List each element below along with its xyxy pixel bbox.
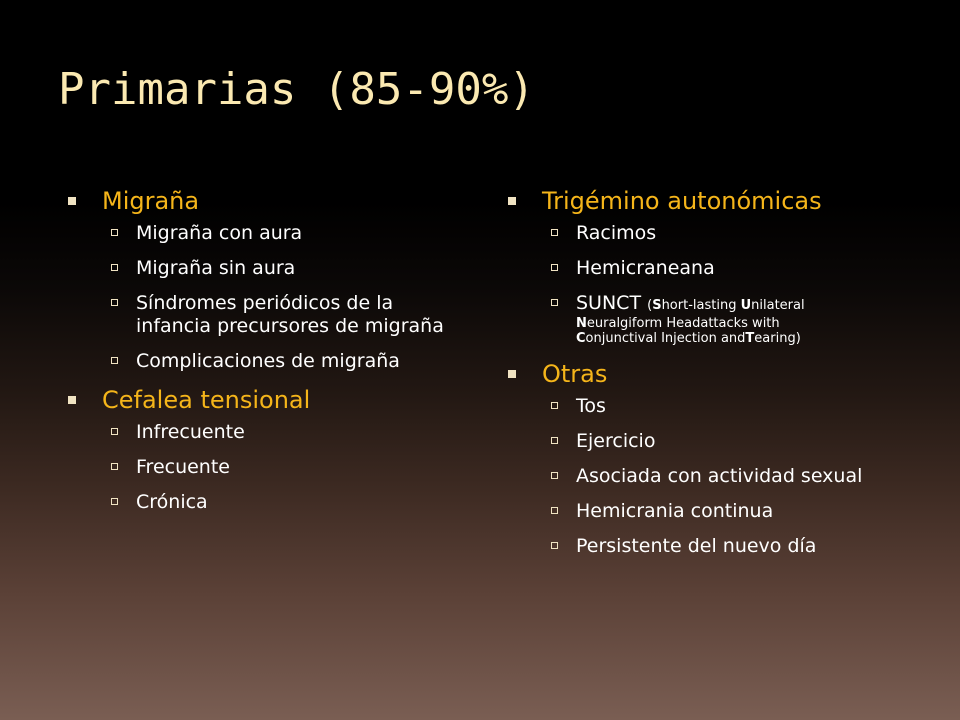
list-item bbox=[506, 257, 906, 280]
heading-cefalea-tensional bbox=[66, 385, 466, 415]
list-item-label: Hemicraneana bbox=[576, 257, 715, 279]
hollow-square-bullet-icon bbox=[551, 299, 558, 306]
list-item bbox=[66, 350, 466, 373]
group-otras bbox=[506, 359, 906, 558]
left-column bbox=[66, 186, 466, 526]
hollow-square-bullet-icon bbox=[551, 264, 558, 271]
list-item bbox=[506, 465, 906, 488]
right-column bbox=[506, 186, 906, 570]
list-item-label: Complicaciones de migraña bbox=[136, 350, 400, 372]
list-item-label: Frecuente bbox=[136, 456, 230, 478]
heading-trigemino-autonomicas bbox=[506, 186, 906, 216]
heading-migrana bbox=[66, 186, 466, 216]
heading-otras bbox=[506, 359, 906, 389]
list-item-label: Migraña con aura bbox=[136, 222, 303, 244]
list-item-label: Asociada con actividad sexual bbox=[576, 465, 863, 487]
list-item-label: Migraña sin aura bbox=[136, 257, 296, 279]
heading-label: Cefalea tensional bbox=[102, 386, 311, 414]
list-item bbox=[66, 421, 466, 444]
sunct-expansion-line1: (Short-lasting Unilateral bbox=[647, 298, 805, 313]
hollow-square-bullet-icon bbox=[551, 229, 558, 236]
list-item bbox=[66, 456, 466, 479]
heading-label: Trigémino autonómicas bbox=[542, 187, 822, 215]
list-item-label: Crónica bbox=[136, 491, 208, 513]
list-item bbox=[506, 430, 906, 453]
hollow-square-bullet-icon bbox=[111, 428, 118, 435]
trigemino-list bbox=[506, 222, 906, 347]
list-item-label: Infrecuente bbox=[136, 421, 245, 443]
hollow-square-bullet-icon bbox=[111, 498, 118, 505]
group-cefalea-tensional bbox=[66, 385, 466, 514]
list-item bbox=[506, 222, 906, 245]
list-item bbox=[66, 491, 466, 514]
sunct-expansion-line3: Conjunctival Injection andTearing) bbox=[576, 331, 801, 346]
list-item bbox=[506, 500, 906, 523]
list-item-label: Hemicrania continua bbox=[576, 500, 774, 522]
list-item-label: Tos bbox=[576, 395, 606, 417]
migrana-list bbox=[66, 222, 466, 373]
list-item-sunct bbox=[506, 292, 906, 347]
hollow-square-bullet-icon bbox=[551, 542, 558, 549]
sunct-expansion-line2: Neuralgiform Headattacks with bbox=[576, 316, 780, 331]
hollow-square-bullet-icon bbox=[111, 299, 118, 306]
otras-list bbox=[506, 395, 906, 558]
cefalea-tensional-list bbox=[66, 421, 466, 514]
square-bullet-icon bbox=[68, 197, 76, 205]
group-migrana bbox=[66, 186, 466, 373]
list-item-label: Persistente del nuevo día bbox=[576, 535, 817, 557]
square-bullet-icon bbox=[68, 396, 76, 404]
hollow-square-bullet-icon bbox=[111, 463, 118, 470]
group-trigemino-autonomicas bbox=[506, 186, 906, 347]
square-bullet-icon bbox=[508, 370, 516, 378]
list-item bbox=[66, 257, 466, 280]
square-bullet-icon bbox=[508, 197, 516, 205]
list-item bbox=[506, 395, 906, 418]
sunct-label: SUNCT bbox=[576, 292, 642, 314]
list-item-label: Ejercicio bbox=[576, 430, 656, 452]
list-item-label: Síndromes periódicos de la infancia precursores de migraña bbox=[136, 292, 444, 337]
list-item-label: Racimos bbox=[576, 222, 657, 244]
hollow-square-bullet-icon bbox=[111, 229, 118, 236]
heading-label: Migraña bbox=[102, 187, 200, 215]
hollow-square-bullet-icon bbox=[551, 402, 558, 409]
list-item bbox=[66, 222, 466, 245]
hollow-square-bullet-icon bbox=[551, 472, 558, 479]
slide-title: Primarias (85-90%) bbox=[58, 64, 535, 115]
list-item bbox=[66, 292, 466, 338]
hollow-square-bullet-icon bbox=[111, 264, 118, 271]
hollow-square-bullet-icon bbox=[551, 507, 558, 514]
hollow-square-bullet-icon bbox=[111, 357, 118, 364]
list-item bbox=[506, 535, 906, 558]
hollow-square-bullet-icon bbox=[551, 437, 558, 444]
heading-label: Otras bbox=[542, 360, 608, 388]
